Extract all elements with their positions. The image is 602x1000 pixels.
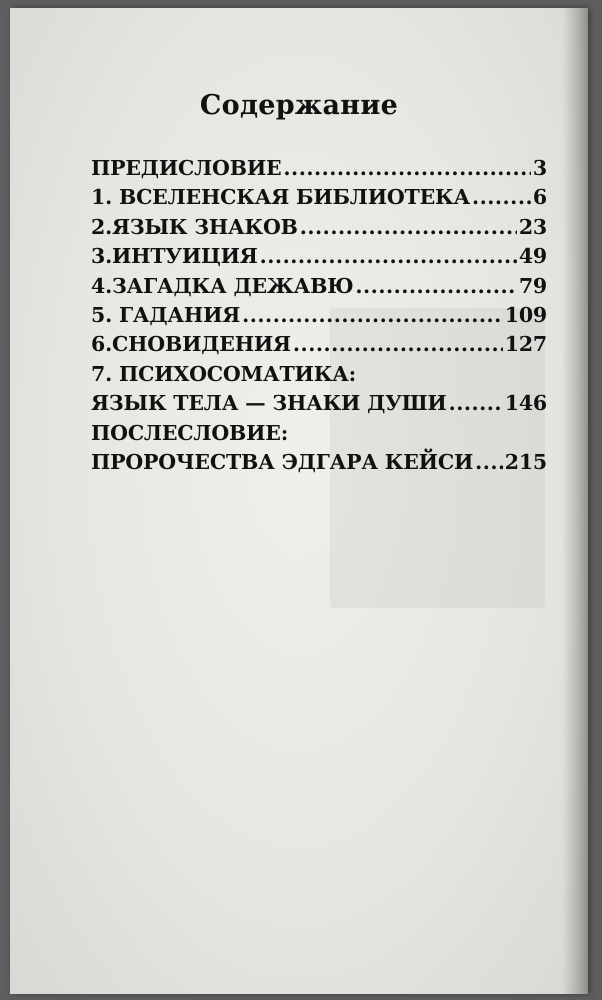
toc-entry-title: 5. ГАДАНИЯ <box>91 302 241 327</box>
toc-leader-dots <box>260 242 517 271</box>
toc-entry-chapter-2 <box>91 213 547 242</box>
toc-entry-page: 49 <box>518 244 547 269</box>
toc-entry-page: 79 <box>518 273 547 298</box>
toc-entry-page: 3 <box>532 156 547 180</box>
toc-entry-title: 7. ПСИХОСОМАТИКА: <box>91 361 357 386</box>
toc-entry-title: ПРОРОЧЕСТВА ЭДГАРА КЕЙСИ <box>91 449 474 474</box>
toc-entry-chapter-6 <box>91 330 547 359</box>
toc-entry-title: 1. ВСЕЛЕНСКАЯ БИБЛИОТЕКА <box>91 185 470 210</box>
toc-leader-dots <box>242 301 503 330</box>
toc-entry-page: 109 <box>504 302 547 327</box>
toc-entry-title: 6.СНОВИДЕНИЯ <box>91 332 291 357</box>
toc-entry-page: 127 <box>504 332 547 357</box>
toc-entry-chapter-4 <box>91 272 547 301</box>
toc-entry-title: ПОСЛЕСЛОВИЕ: <box>91 420 289 445</box>
toc-entry-chapter-7-heading <box>91 360 547 389</box>
book-page <box>10 8 588 994</box>
toc-entry-title: 3.ИНТУИЦИЯ <box>91 244 258 269</box>
toc-entry-afterword <box>91 448 547 477</box>
toc-leader-dots <box>300 213 517 242</box>
toc-entry-title: ПРЕДИСЛОВИЕ <box>91 156 282 180</box>
toc-entry-page: 6 <box>532 185 547 210</box>
toc-entry-chapter-5 <box>91 301 547 330</box>
toc-entry-chapter-7 <box>91 389 547 418</box>
toc-entry-page: 215 <box>504 449 547 474</box>
spine-shadow <box>562 8 588 994</box>
toc-leader-dots <box>472 183 531 212</box>
toc-entry-page: 23 <box>518 214 547 239</box>
toc-entry-chapter-3 <box>91 242 547 271</box>
toc-entry-preface <box>91 154 547 183</box>
toc-leader-dots <box>293 330 503 359</box>
toc-entry-afterword-heading <box>91 419 547 448</box>
page-title: Содержание <box>199 90 399 121</box>
toc-leader-dots <box>283 154 531 183</box>
toc-leader-dots <box>449 389 503 418</box>
toc-entry-chapter-1 <box>91 183 547 212</box>
toc-entry-title: 2.ЯЗЫК ЗНАКОВ <box>91 214 298 239</box>
toc-entry-title: 4.ЗАГАДКА ДЕЖАВЮ <box>91 273 354 298</box>
table-of-contents <box>91 154 547 477</box>
toc-entry-page: 146 <box>504 391 547 416</box>
toc-entry-title: ЯЗЫК ТЕЛА — ЗНАКИ ДУШИ <box>91 391 447 416</box>
toc-leader-dots <box>355 272 516 301</box>
toc-leader-dots <box>475 448 503 477</box>
